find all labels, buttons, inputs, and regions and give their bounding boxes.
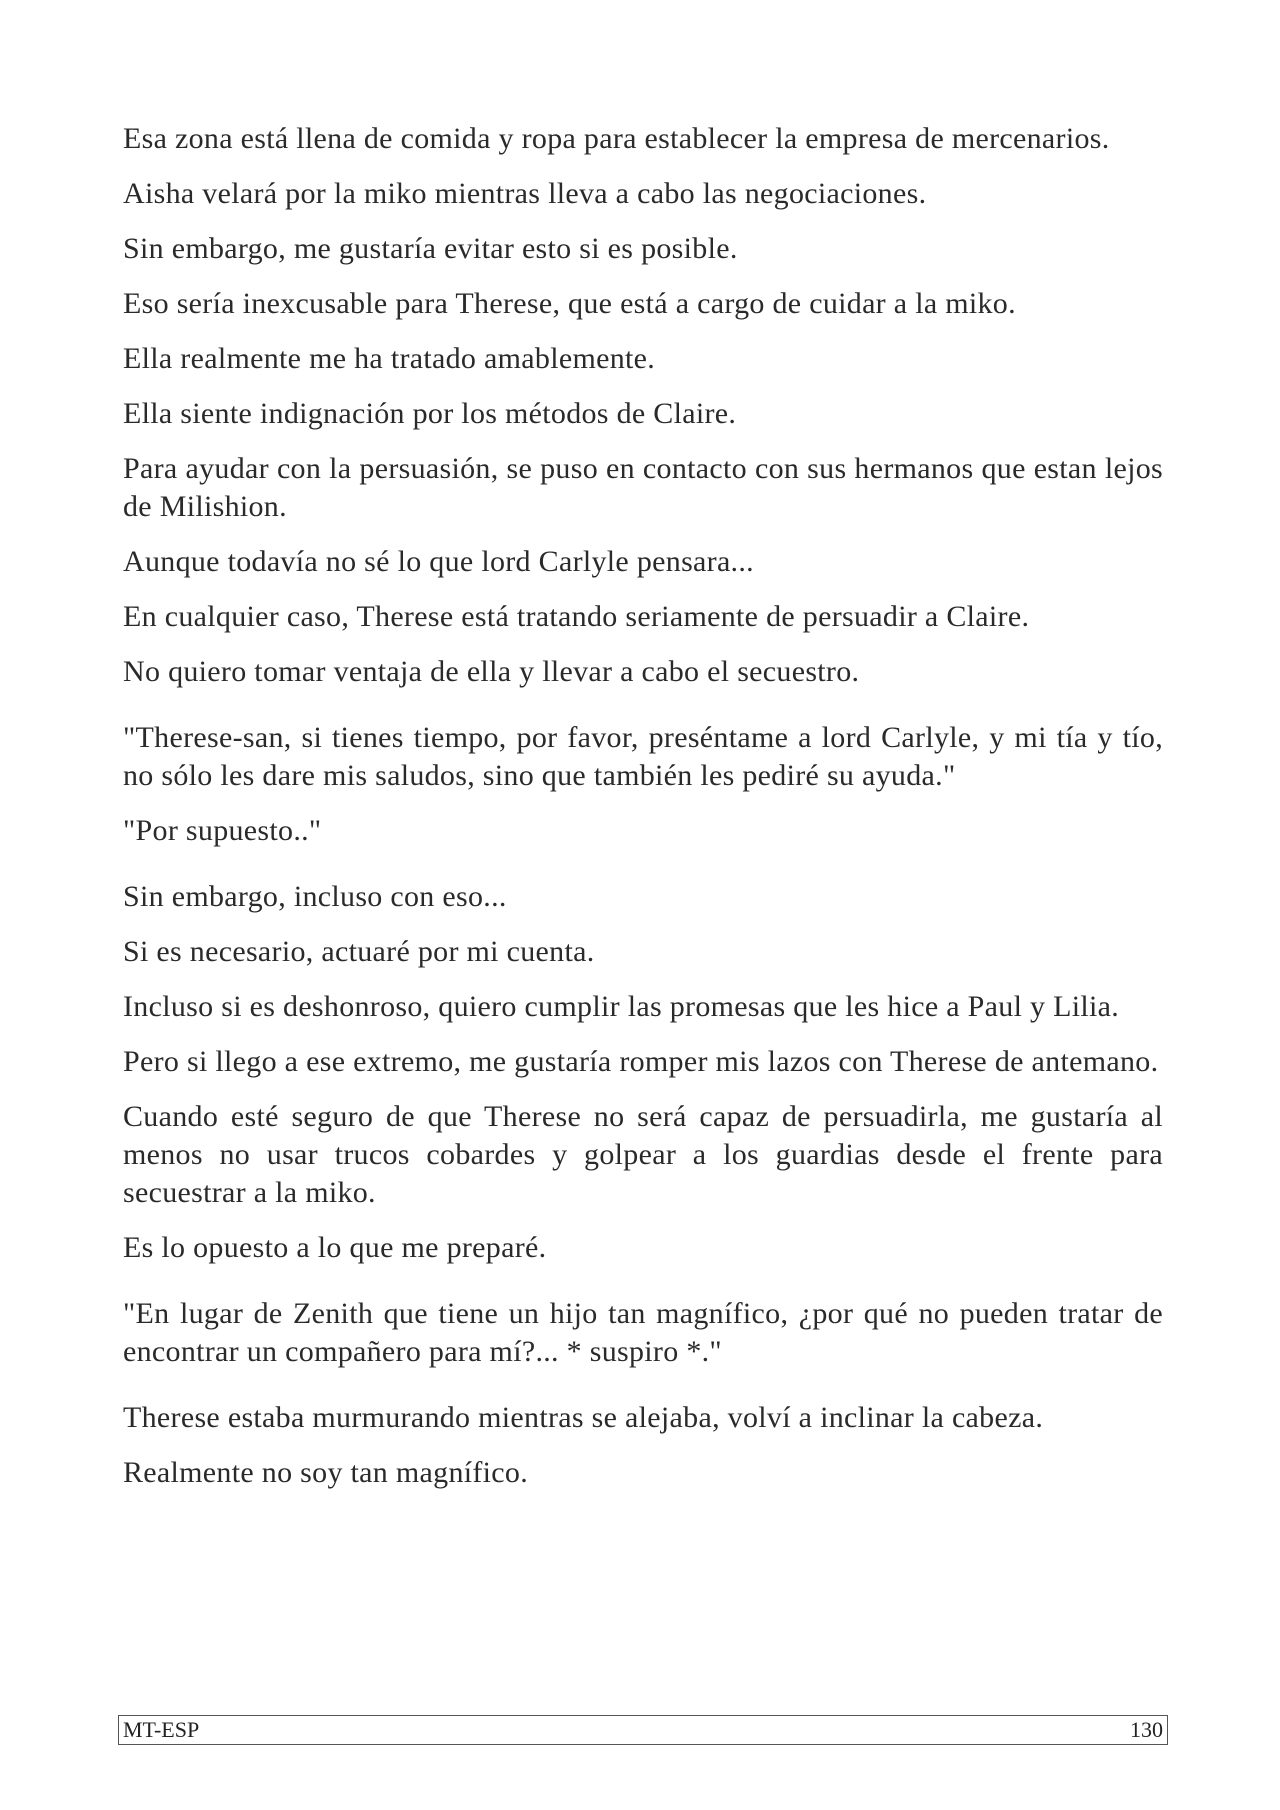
paragraph: Sin embargo, incluso con eso... <box>123 880 507 913</box>
page-number: 130 <box>1130 1717 1163 1742</box>
dialogue-paragraph: "Therese-san, si tienes tiempo, por favor, preséntame a lord Carlyle, y mi tía y tío, no sólo les dare mis saludos, sino que también les pediré su ayuda." <box>123 721 1163 792</box>
dialogue-paragraph: "Por supuesto.." <box>123 814 322 847</box>
paragraph: Cuando esté seguro de que Therese no será capaz de persuadirla, me gustaría al menos no usar trucos cobardes y golpear a los guardias desde el frente para secuestrar a la miko. <box>123 1100 1163 1209</box>
paragraph: Esa zona está llena de comida y ropa para establecer la empresa de mercenarios. <box>123 122 1110 155</box>
paragraph: En cualquier caso, Therese está tratando seriamente de persuadir a Claire. <box>123 600 1030 633</box>
paragraph: Aisha velará por la miko mientras lleva a cabo las negociaciones. <box>123 177 927 210</box>
paragraph: Si es necesario, actuaré por mi cuenta. <box>123 935 595 968</box>
footer-label: MT-ESP <box>123 1717 200 1742</box>
paragraph: Ella siente indignación por los métodos de Claire. <box>123 397 737 430</box>
paragraph: Incluso si es deshonroso, quiero cumplir las promesas que les hice a Paul y Lilia. <box>123 990 1120 1023</box>
paragraph: Sin embargo, me gustaría evitar esto si es posible. <box>123 232 738 265</box>
paragraph: Therese estaba murmurando mientras se alejaba, volví a inclinar la cabeza. <box>123 1401 1044 1434</box>
page-body <box>123 120 1163 1509</box>
paragraph: Aunque todavía no sé lo que lord Carlyle pensara... <box>123 545 754 578</box>
paragraph: Para ayudar con la persuasión, se puso en contacto con sus hermanos que estan lejos de Milishion. <box>123 452 1163 523</box>
dialogue-paragraph: "En lugar de Zenith que tiene un hijo tan magnífico, ¿por qué no pueden tratar de encontrar un compañero para mí?... * suspiro *." <box>123 1297 1163 1368</box>
page-footer <box>118 1715 1168 1745</box>
paragraph: Ella realmente me ha tratado amablemente. <box>123 342 656 375</box>
paragraph: No quiero tomar ventaja de ella y llevar a cabo el secuestro. <box>123 655 860 688</box>
paragraph: Eso sería inexcusable para Therese, que está a cargo de cuidar a la miko. <box>123 287 1016 320</box>
paragraph: Pero si llego a ese extremo, me gustaría romper mis lazos con Therese de antemano. <box>123 1045 1159 1078</box>
paragraph: Realmente no soy tan magnífico. <box>123 1456 529 1489</box>
paragraph: Es lo opuesto a lo que me preparé. <box>123 1231 547 1264</box>
